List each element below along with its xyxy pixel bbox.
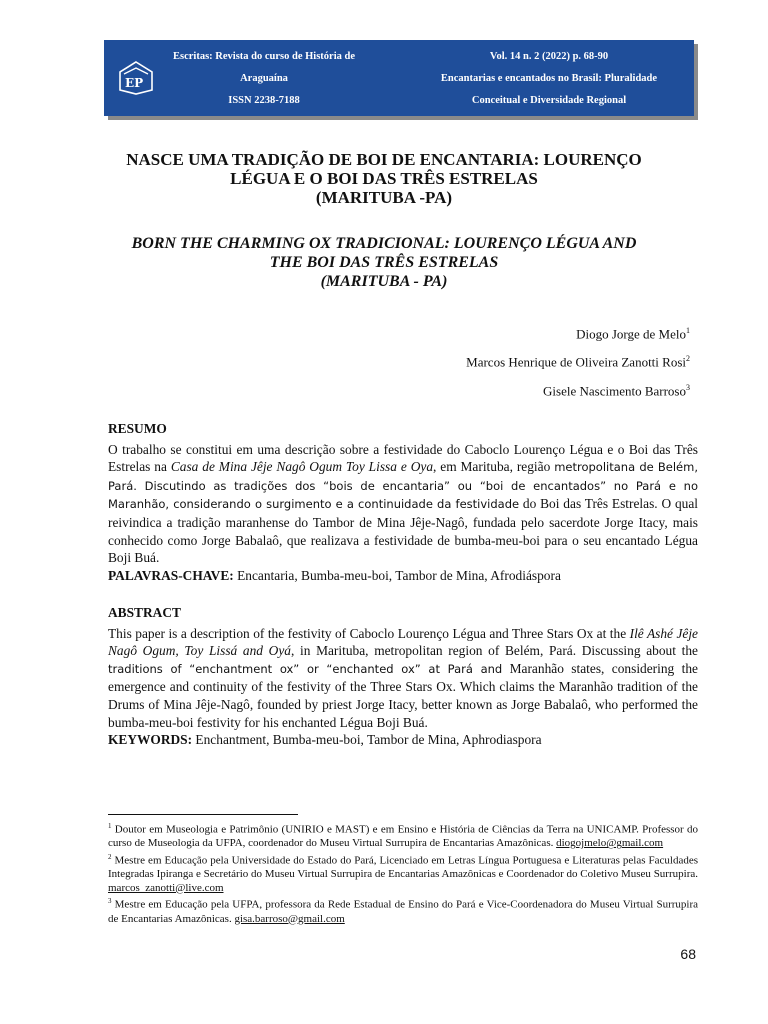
resumo-text-part: do Boi das Três Estrelas. O qual reivindica a tradição maranhense do Tambor de Mina Jêje-Nagô, fundada pelo sacerdote Jorge Itacy, mais conhecido como Jorge Babalaô, que realizava a festividade de bumba-meu-boi para o seu encantado Légua Boji Buá. bbox=[108, 496, 699, 566]
author-name: Marcos Henrique de Oliveira Zanotti Rosi bbox=[466, 354, 686, 370]
journal-name: Escritas: Revista do curso de História de bbox=[173, 51, 355, 62]
footnote bbox=[108, 851, 698, 895]
footnote-divider bbox=[108, 814, 298, 815]
keywords-label: KEYWORDS: bbox=[108, 732, 193, 748]
resumo-section bbox=[108, 420, 698, 584]
title-pt-line: NASCE UMA TRADIÇÃO DE BOI DE ENCANTARIA: LOURENÇO bbox=[126, 150, 642, 169]
email-link[interactable]: diogojmelo@gmail.com bbox=[556, 837, 664, 850]
abstract-heading: ABSTRACT bbox=[108, 605, 181, 620]
issue-info bbox=[404, 46, 694, 112]
footnotes bbox=[108, 820, 698, 926]
issue-volume: Vol. 14 n. 2 (2022) p. 68-90 bbox=[489, 51, 609, 62]
author-list bbox=[466, 318, 690, 403]
abstract-text bbox=[108, 625, 698, 732]
abstract-italic: Ilê Ashé Jêje Nagô Ogum, Toy Lissá and Oyá bbox=[108, 625, 699, 659]
resumo-italic: Casa de Mina Jêje Nagô Ogum Toy Lissa e Oya bbox=[170, 459, 434, 475]
keywords-text: Enchantment, Bumba-meu-boi, Tambor de Mina, Aphrodiaspora bbox=[192, 732, 542, 748]
abstract-sans-text: traditions of “enchantment ox” or “enchanted ox” at Pará and bbox=[108, 661, 503, 676]
issue-theme: Encantarias e encantados no Brasil: Pluralidade bbox=[440, 73, 658, 84]
author bbox=[466, 375, 690, 403]
page-number: 68 bbox=[680, 946, 696, 962]
journal-issn: ISSN 2238-7188 bbox=[228, 95, 300, 106]
issue-theme-cont: Conceitual e Diversidade Regional bbox=[471, 95, 627, 106]
journal-name-cont: Araguaína bbox=[240, 73, 288, 84]
footnote-text: Doutor em Museologia e Patrimônio (UNIRIO e MAST) e em Ensino e História de Ciências da Terra na UNICAMP. Professor do curso de Museologia da UFPA, coordenador do Museu Virtual Surrupira de Encantarias Amazônicas. bbox=[108, 823, 698, 850]
footnote bbox=[108, 820, 698, 851]
title-pt-line: LÉGUA E O BOI DAS TRÊS ESTRELAS bbox=[230, 169, 538, 188]
footnote-mark[interactable]: 2 bbox=[686, 354, 690, 364]
footnote-text: Mestre em Educação pela UFPA, professora da Rede Estadual de Ensino do Pará e Vice-Coordenadora do Museu Virtual Surrupira de Encantarias Amazônicas. bbox=[108, 898, 698, 925]
abstract-section bbox=[108, 604, 698, 749]
footnote-number: 3 bbox=[108, 897, 112, 906]
abstract-text-part: Maranhão states, considering the emergence and continuity of the festivity of the Three Stars Ox. Which claims the Maranhão tradition of the Drums of Mina Jêje-Nagô, founded by priest Jorge Itacy, better known as Jorge Babalaô, who performed the bumba-meu-boi festivity for his enchanted Légua Boji Buá. bbox=[108, 660, 698, 730]
resumo-text-part: O trabalho se constitui em uma descrição sobre a festividade do Caboclo Lourenço Légua e o Boi das Três Estrelas na bbox=[108, 441, 698, 475]
author bbox=[466, 318, 690, 346]
author-name: Diogo Jorge de Melo bbox=[576, 326, 686, 342]
author-name: Gisele Nascimento Barroso bbox=[543, 382, 686, 398]
title-pt-line: (MARITUBA -PA) bbox=[315, 188, 453, 207]
keywords bbox=[108, 731, 698, 749]
title-en-line: BORN THE CHARMING OX TRADICIONAL: LOURENÇO LÉGUA AND bbox=[131, 235, 637, 252]
title-english bbox=[80, 234, 688, 291]
footnote bbox=[108, 895, 698, 926]
footnote-number: 2 bbox=[108, 852, 112, 861]
resumo-sans-text: metropolitana de Belém, Pará. Discutindo as tradições dos “bois de encantaria” ou “boi de encantados” no Pará e no Maranhão, considerando o surgimento e a continuidade da festividade bbox=[108, 460, 698, 512]
abstract-text-part: , in Marituba, metropolitan region of Belém, Pará. Discussing about the bbox=[290, 643, 698, 659]
footnote-text: Mestre em Educação pela Universidade do Estado do Pará, Licenciado em Letras Língua Portuguesa e Literaturas pelas Faculdades Integradas Ipiranga e Secretário do Museu Virtual Surrupira de Encantarias Amazônicas e Coordenador do Coletivo Museu Surrupira. bbox=[108, 854, 698, 881]
keywords-label: PALAVRAS-CHAVE: bbox=[108, 567, 234, 583]
author bbox=[466, 346, 690, 374]
keywords-text: Encantaria, Bumba-meu-boi, Tambor de Mina, Afrodiáspora bbox=[233, 567, 561, 583]
abstract-text-part: This paper is a description of the festivity of Caboclo Lourenço Légua and Three Stars Ox at the bbox=[108, 625, 630, 641]
footnote-mark[interactable]: 3 bbox=[686, 382, 690, 392]
footnote-mark[interactable]: 1 bbox=[686, 326, 690, 335]
resumo-heading: RESUMO bbox=[108, 421, 167, 436]
footnote-number: 1 bbox=[108, 822, 112, 830]
palavras-chave bbox=[108, 567, 698, 585]
email-link[interactable]: marcos_zanotti@live.com bbox=[108, 881, 224, 894]
journal-header bbox=[104, 40, 694, 116]
title-portuguese bbox=[80, 150, 688, 207]
email-link[interactable]: gisa.barroso@gmail.com bbox=[234, 912, 345, 925]
title-en-line: (MARITUBA - PA) bbox=[320, 273, 448, 290]
svg-text:EP: EP bbox=[125, 76, 144, 90]
resumo-text-part: , em Marituba, região bbox=[433, 459, 555, 475]
title-en-line: THE BOI DAS TRÊS ESTRELAS bbox=[269, 254, 499, 271]
journal-info bbox=[144, 46, 384, 112]
resumo-text bbox=[108, 441, 698, 567]
